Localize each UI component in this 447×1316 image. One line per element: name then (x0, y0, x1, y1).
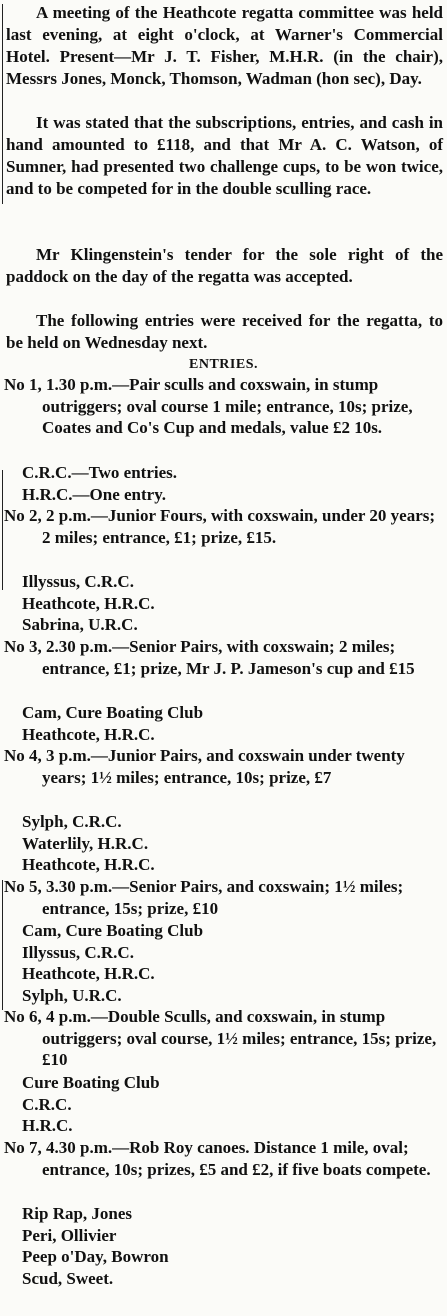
race-1-description: No 1, 1.30 p.m.—Pair sculls and coxswain, in stump outriggers; oval course 1 mile; entrance, 10s; prize, Coates and Co's Cup and medals, value £2 10s. (4, 375, 413, 437)
race-4-entry: Waterlily, H.R.C. (22, 833, 149, 853)
race-1-entry: H.R.C.—One entry. (22, 484, 167, 504)
race-7-entry: Peep o'Day, Bowron (22, 1247, 169, 1266)
column-rule (2, 4, 3, 204)
race-5-entry: Sylph, U.R.C. (22, 985, 122, 1005)
race-7-entry: Rip Rap, Jones (22, 1204, 133, 1223)
race-4-entry: Sylph, C.R.C. (22, 812, 122, 831)
race-7-entry: Peri, Ollivier (22, 1225, 117, 1245)
race-6-entry: C.R.C. (22, 1094, 72, 1114)
race-7-description: No 7, 4.30 p.m.—Rob Roy canoes. Distance 1 mile, oval; entrance, 10s; prizes, £5 and £2, if five boats compete. (4, 1138, 431, 1179)
race-2-entry: Sabrina, U.R.C. (22, 615, 138, 634)
paragraph-entries-intro: The following entries were received for the regatta, to be held on Wednesday next. (6, 311, 443, 352)
race-6-entry: H.R.C. (22, 1116, 73, 1135)
race-7-entry: Scud, Sweet. (22, 1268, 114, 1288)
race-6-description: No 6, 4 p.m.—Double Sculls, and coxswain, in stump outriggers; oval course, 1½ miles; entrance, 15s; prize, £10 (4, 1007, 437, 1069)
race-2-entry: Illyssus, C.R.C. (22, 572, 134, 591)
race-4-description: No 4, 3 p.m.—Junior Pairs, and coxswain under twenty years; 1½ miles; entrance, 10s; prize, £7 (4, 746, 405, 787)
paragraph-meeting: A meeting of the Heathcote regatta committee was held last evening, at eight o'clock, at Warner's Commercial Hotel. Present—Mr J. T. Fisher, M.H.R. (in the chair), Messrs Jones, Monck, Thomson, Wadman (hon sec), Day. (6, 3, 443, 88)
paragraph-tender: Mr Klingenstein's tender for the sole right of the paddock on the day of the regatta was accepted. (6, 245, 443, 286)
race-5-entry: Cam, Cure Boating Club (22, 921, 204, 940)
race-5-entry: Illyssus, C.R.C. (22, 942, 134, 962)
race-1-entry: C.R.C.—Two entries. (22, 463, 178, 482)
race-2-description: No 2, 2 p.m.—Junior Fours, with coxswain, under 20 years; 2 miles; entrance, £1; prize, £15. (4, 506, 436, 547)
race-4-entry: Heathcote, H.R.C. (22, 855, 155, 874)
race-2-entry: Heathcote, H.R.C. (22, 593, 155, 613)
race-6-entry: Cure Boating Club (22, 1073, 160, 1092)
race-3-entry: Cam, Cure Boating Club (22, 703, 204, 722)
race-3-entry: Heathcote, H.R.C. (22, 724, 155, 744)
race-3-description: No 3, 2.30 p.m.—Senior Pairs, with coxswain; 2 miles; entrance, £1; prize, Mr J. P. Jameson's cup and £15 (4, 637, 415, 678)
paragraph-subscriptions: It was stated that the subscriptions, entries, and cash in hand amounted to £118, and that Mr A. C. Watson, of Sumner, had presented two challenge cups, to be won twice, and to be competed for in the double sculling race. (6, 113, 443, 198)
entries-heading: ENTRIES. (189, 357, 258, 372)
race-5-entry: Heathcote, H.R.C. (22, 964, 155, 983)
race-5-description: No 5, 3.30 p.m.—Senior Pairs, and coxswain; 1½ miles; entrance, 15s; prize, £10 (4, 877, 404, 918)
